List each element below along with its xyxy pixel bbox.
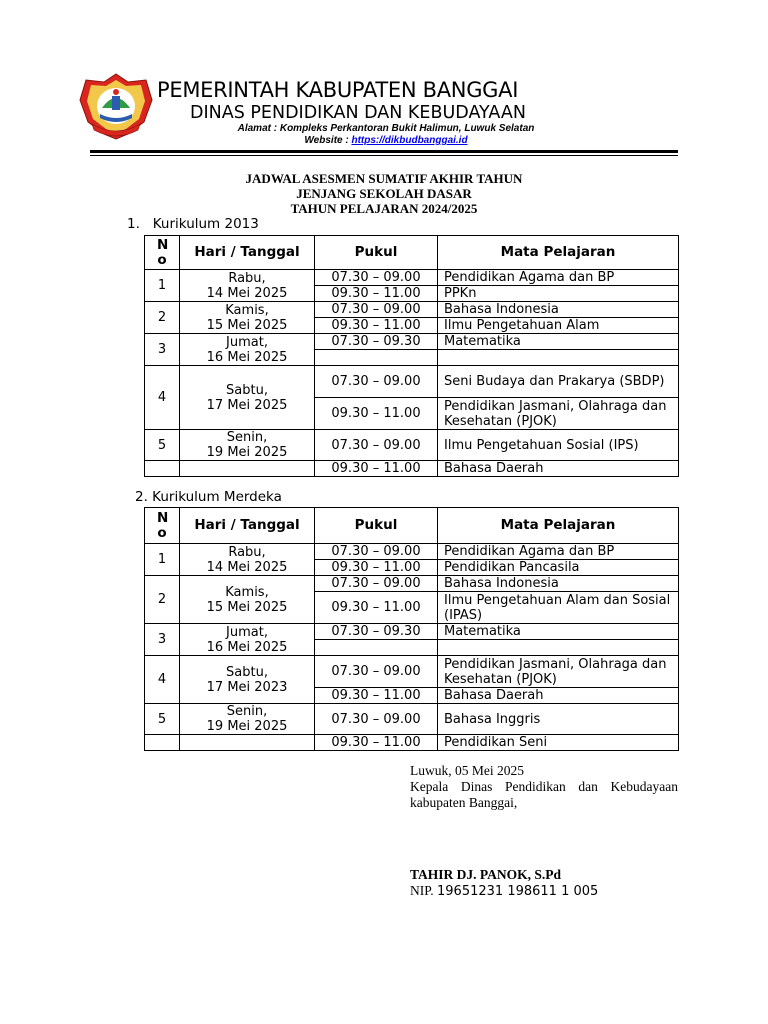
row-subject: Bahasa Indonesia: [438, 302, 679, 318]
row-subject: Bahasa Indonesia: [438, 576, 679, 592]
row-day-date: Senin, 19 Mei 2025: [180, 704, 315, 735]
row-no: 1: [145, 270, 180, 302]
row-subject: [438, 640, 679, 656]
nip-label: NIP.: [410, 883, 438, 898]
table-row: [145, 735, 679, 751]
table-row: [145, 461, 679, 477]
row-time: 09.30 – 11.00: [315, 735, 438, 751]
row-subject: Pendidikan Jasmani, Olahraga dan Kesehatan (PJOK): [438, 398, 679, 430]
header-time: Pukul: [315, 508, 438, 544]
row-time: 09.30 – 11.00: [315, 592, 438, 624]
header-no: N o: [145, 236, 180, 270]
row-subject: Matematika: [438, 334, 679, 350]
table-header-row: [145, 236, 679, 270]
row-time: 07.30 – 09.00: [315, 430, 438, 461]
header-website-line: [4, 135, 768, 147]
row-day-empty: [180, 735, 315, 751]
row-day-date: Kamis, 15 Mei 2025: [180, 576, 315, 624]
header-no: N o: [145, 508, 180, 544]
row-day-date: Sabtu, 17 Mei 2025: [180, 366, 315, 430]
table-row: [145, 270, 679, 286]
document-title-line1: JADWAL ASESMEN SUMATIF AKHIR TAHUN: [245, 171, 523, 186]
row-time: 07.30 – 09.30: [315, 624, 438, 640]
row-subject: Ilmu Pengetahuan Alam dan Sosial (IPAS): [438, 592, 679, 624]
row-day-date: Jumat, 16 Mei 2025: [180, 624, 315, 656]
row-time: 07.30 – 09.00: [315, 270, 438, 286]
row-subject: Pendidikan Jasmani, Olahraga dan Kesehatan (PJOK): [438, 656, 679, 688]
table-row: [145, 366, 679, 398]
row-time: 07.30 – 09.00: [315, 576, 438, 592]
website-label: Website :: [304, 135, 352, 146]
signature-place-date: Luwuk, 05 Mei 2025: [410, 763, 524, 778]
header-time: Pukul: [315, 236, 438, 270]
row-no: 3: [145, 334, 180, 366]
row-no-empty: [145, 735, 180, 751]
schedule-table-kurikulum-merdeka: [144, 507, 679, 751]
signature-position-line1: Kepala Dinas Pendidikan dan Kebudayaan: [410, 779, 678, 794]
row-no-empty: [145, 461, 180, 477]
header-address-block: [0, 123, 768, 147]
row-subject: Matematika: [438, 624, 679, 640]
table-row: [145, 302, 679, 318]
row-time: 09.30 – 11.00: [315, 461, 438, 477]
row-time: 07.30 – 09.00: [315, 302, 438, 318]
row-subject: Pendidikan Pancasila: [438, 560, 679, 576]
row-day-date: Rabu, 14 Mei 2025: [180, 544, 315, 576]
row-subject: Seni Budaya dan Prakarya (SBDP): [438, 366, 679, 398]
row-time: [315, 640, 438, 656]
document-title-line3: TAHUN PELAJARAN 2024/2025: [290, 201, 478, 216]
row-no: 4: [145, 366, 180, 430]
row-subject: PPKn: [438, 286, 679, 302]
signature-block: [410, 763, 678, 811]
header-day: Hari / Tanggal: [180, 236, 315, 270]
table-row: [145, 544, 679, 560]
row-no: 1: [145, 544, 180, 576]
row-time: 09.30 – 11.00: [315, 398, 438, 430]
nip-value: 19651231 198611 1 005: [437, 884, 599, 899]
row-no: 5: [145, 704, 180, 735]
header-divider-thick: [90, 150, 678, 153]
header-department-name: DINAS PENDIDIKAN DAN KEBUDAYAAN: [190, 103, 526, 123]
section-heading-kurikulum-merdeka: 2. Kurikulum Merdeka: [135, 489, 282, 505]
row-time: 09.30 – 11.00: [315, 286, 438, 302]
row-time: 07.30 – 09.00: [315, 544, 438, 560]
row-day-date: Rabu, 14 Mei 2025: [180, 270, 315, 302]
row-no: 2: [145, 302, 180, 334]
row-no: 4: [145, 656, 180, 704]
table-row: [145, 656, 679, 688]
row-day-empty: [180, 461, 315, 477]
row-subject: Pendidikan Agama dan BP: [438, 544, 679, 560]
table-row: [145, 704, 679, 735]
row-subject: Pendidikan Agama dan BP: [438, 270, 679, 286]
signatory-nip: [410, 883, 598, 900]
row-subject: [438, 350, 679, 366]
header-day: Hari / Tanggal: [180, 508, 315, 544]
row-time: 07.30 – 09.00: [315, 704, 438, 735]
table-row: [145, 334, 679, 350]
row-subject: Pendidikan Seni: [438, 735, 679, 751]
header-address: Alamat : Kompleks Perkantoran Bukit Halimun, Luwuk Selatan: [237, 123, 535, 134]
section-heading-kurikulum-2013: 1. Kurikulum 2013: [127, 216, 259, 232]
row-time: 07.30 – 09.00: [315, 656, 438, 688]
signature-position-line2: kabupaten Banggai,: [410, 795, 518, 810]
table-header-row: [145, 508, 679, 544]
row-subject: Bahasa Inggris: [438, 704, 679, 735]
table-row: [145, 576, 679, 592]
row-day-date: Kamis, 15 Mei 2025: [180, 302, 315, 334]
row-time: [315, 350, 438, 366]
row-no: 5: [145, 430, 180, 461]
row-day-date: Sabtu, 17 Mei 2023: [180, 656, 315, 704]
row-time: 07.30 – 09.00: [315, 366, 438, 398]
row-subject: Ilmu Pengetahuan Sosial (IPS): [438, 430, 679, 461]
table-row: [145, 430, 679, 461]
row-no: 3: [145, 624, 180, 656]
header-subject: Mata Pelajaran: [438, 508, 679, 544]
row-subject: Ilmu Pengetahuan Alam: [438, 318, 679, 334]
row-subject: Bahasa Daerah: [438, 688, 679, 704]
schedule-table-kurikulum-2013: [144, 235, 679, 477]
row-day-date: Jumat, 16 Mei 2025: [180, 334, 315, 366]
row-time: 09.30 – 11.00: [315, 318, 438, 334]
row-time: 07.30 – 09.30: [315, 334, 438, 350]
row-no: 2: [145, 576, 180, 624]
row-subject: Bahasa Daerah: [438, 461, 679, 477]
header-government-name: PEMERINTAH KABUPATEN BANGGAI: [157, 78, 519, 102]
row-time: 09.30 – 11.00: [315, 560, 438, 576]
website-link[interactable]: https://dikbudbanggai.id: [351, 135, 468, 146]
document-title-line2: JENJANG SEKOLAH DASAR: [296, 186, 472, 201]
signatory-name: TAHIR DJ. PANOK, S.Pd: [410, 867, 562, 882]
header-subject: Mata Pelajaran: [438, 236, 679, 270]
header-divider-thin: [90, 155, 678, 156]
table-row: [145, 624, 679, 640]
row-day-date: Senin, 19 Mei 2025: [180, 430, 315, 461]
row-time: 09.30 – 11.00: [315, 688, 438, 704]
